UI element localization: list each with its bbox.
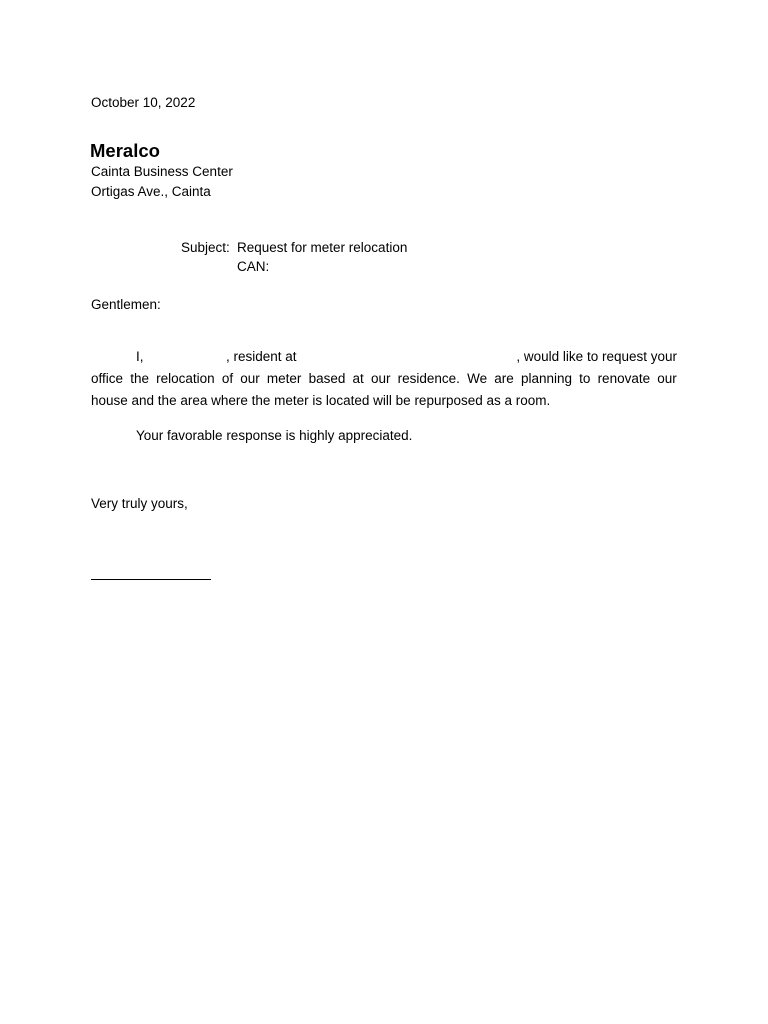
salutation: Gentlemen: <box>91 297 161 312</box>
subject-label: Subject: <box>181 240 230 255</box>
recipient-address-line-2: Ortigas Ave., Cainta <box>91 184 211 199</box>
signature-line <box>91 579 211 580</box>
body-segment-i: I, <box>136 349 144 364</box>
recipient-name: Meralco <box>90 140 160 161</box>
subject-text: Request for meter relocation <box>237 240 408 255</box>
can-label: CAN: <box>237 259 270 274</box>
body-paragraph-1 <box>91 346 677 412</box>
body-line-2: office the relocation of our meter based at our residence. We are planning to renovate our <box>91 371 677 386</box>
body-segment-request: , would like to request your <box>516 349 677 364</box>
body-paragraph-2 <box>91 425 677 447</box>
letter-date: October 10, 2022 <box>91 95 196 110</box>
recipient-address-line-1: Cainta Business Center <box>91 164 233 179</box>
closing: Very truly yours, <box>91 496 188 511</box>
body-paragraph-2-text: Your favorable response is highly appreciated. <box>136 428 413 443</box>
body-segment-resident: , resident at <box>226 349 297 364</box>
body-line-3: house and the area where the meter is located will be repurposed as a room. <box>91 393 551 408</box>
body-line-1 <box>91 346 677 368</box>
